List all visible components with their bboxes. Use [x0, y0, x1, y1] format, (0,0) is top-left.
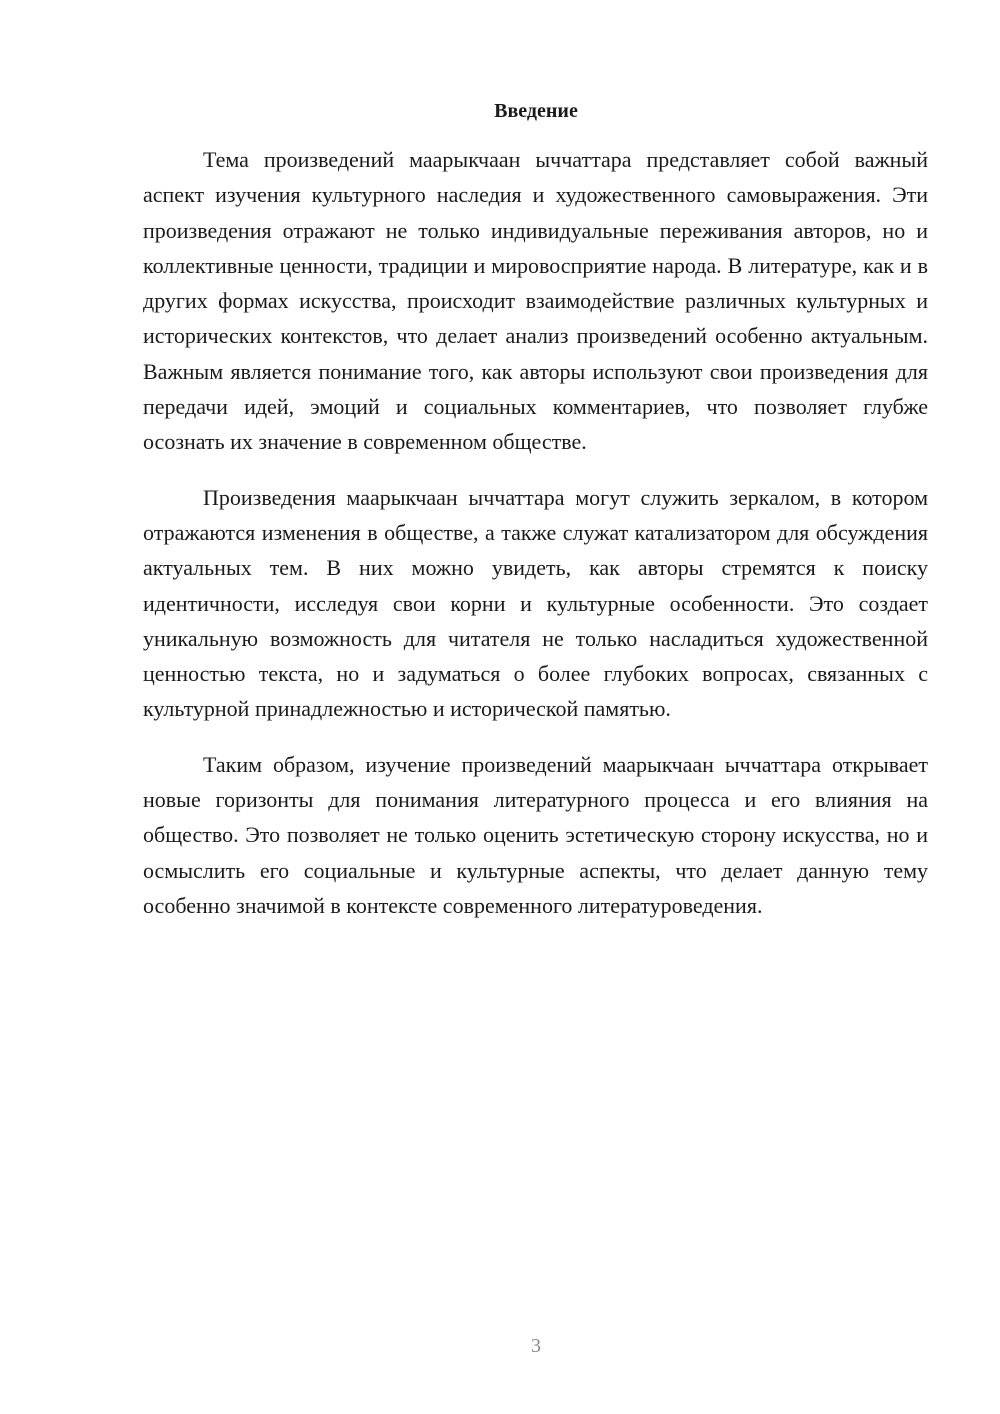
page-number: 3	[531, 1335, 541, 1357]
section-title: Введение	[494, 100, 578, 122]
paragraph-1: Тема произведений маарыкчаан ыччаттара представляет собой важный аспект изучения культурного наследия и художественного самовыражения. Эти произведения отражают не только индивидуальные переживания авторов, но и коллективные ценности, традиции и мировосприятие народа. В литературе, как и в других формах искусства, происходит взаимодействие различных культурных и исторических контекстов, что делает анализ произведений особенно актуальным. Важным является понимание того, как авторы используют свои произведения для передачи идей, эмоций и социальных комментариев, что позволяет глубже осознать их значение в современном обществе.	[143, 147, 928, 455]
paragraph-3: Таким образом, изучение произведений маарыкчаан ыччаттара открывает новые горизонты для понимания литературного процесса и его влияния на общество. Это позволяет не только оценить эстетическую сторону искусства, но и осмыслить его социальные и культурные аспекты, что делает данную тему особенно значимой в контексте современного литературоведения.	[143, 751, 928, 918]
paragraph-2: Произведения маарыкчаан ыччаттара могут служить зеркалом, в котором отражаются изменения в обществе, а также служат катализатором для обсуждения актуальных тем. В них можно увидеть, как авторы стремятся к поиску идентичности, исследуя свои корни и культурные особенности. Это создает уникальную возможность для читателя не только насладиться художественной ценностью текста, но и задуматься о более глубоких вопросах, связанных с культурной принадлежностью и исторической памятью.	[143, 484, 928, 722]
body-text	[143, 142, 928, 943]
